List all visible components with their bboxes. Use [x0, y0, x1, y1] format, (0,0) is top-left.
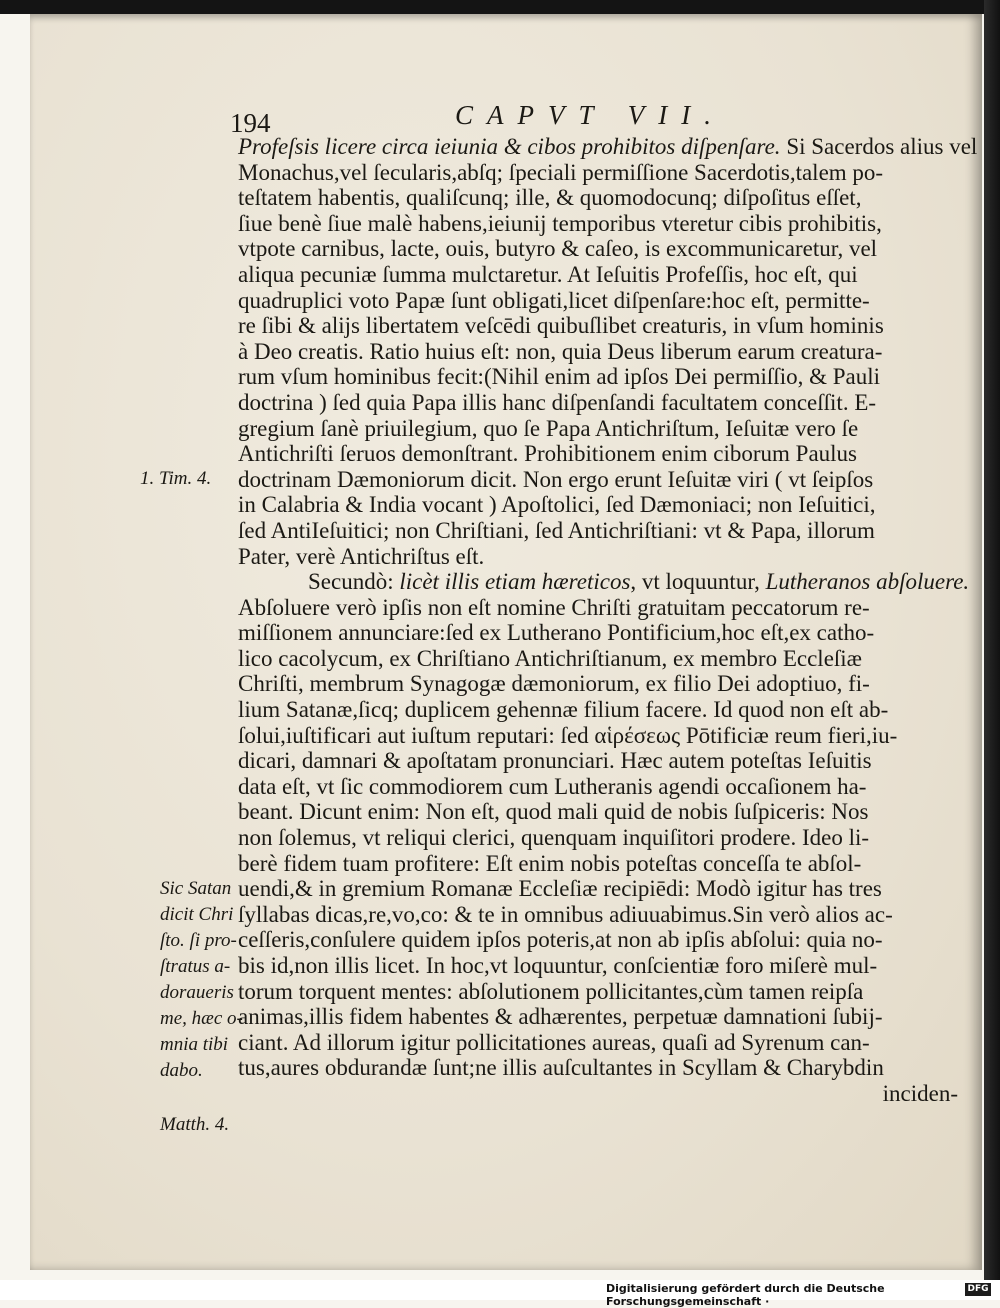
text-run: ciant. Ad illorum igitur pollicitationes aureas, quaſi ad Syrenum can-: [238, 1029, 870, 1055]
text-line: [238, 441, 958, 467]
text-run: ſyllabas dicas,re,vo,co: & te in omnibus adiuuabimus.Sin verò alios ac-: [238, 901, 893, 927]
text-line: [238, 288, 958, 314]
margin-note: me, hæc o-: [160, 1008, 243, 1029]
margin-note: ſtratus a-: [160, 956, 231, 977]
margin-note: doraueris: [160, 982, 234, 1003]
page-number: 194: [230, 108, 271, 138]
text-line: [238, 236, 958, 262]
text-run: Chriſti, membrum Synagogæ dæmoniorum, ex filio Dei adoptiuo, fi-: [238, 671, 870, 697]
text-run: gregium ſanè priuilegium, quo ſe Papa Antichriſtum, Ieſuitæ vero ſe: [238, 415, 859, 441]
text-line: [238, 544, 958, 570]
text-line: [238, 518, 958, 544]
text-run: data eſt, vt ſic commodiorem cum Lutheranis agendi occaſionem ha-: [238, 773, 867, 799]
text-line: [238, 774, 958, 800]
text-line: [238, 748, 958, 774]
running-head: CAPVT VII.: [455, 100, 725, 130]
margin-note: mnia tibi: [160, 1034, 229, 1055]
text-run: doctrinam Dæmoniorum dicit. Non ergo erunt Ieſuitæ viri ( vt ſeipſos: [238, 466, 874, 492]
text-line: [238, 211, 958, 237]
text-line: [238, 185, 958, 211]
text-line: [238, 1004, 958, 1030]
text-run: inciden-: [882, 1080, 958, 1106]
text-run: doctrina ) ſed quia Papa illis hanc diſpenſandi facultatem conceſſit. E-: [238, 389, 877, 415]
text-line: [238, 799, 958, 825]
text-run: aliqua pecuniæ ſumma mulctaretur. At Ieſuitis Profeſſis, hoc eſt, qui: [238, 261, 858, 287]
text-line: [238, 851, 958, 877]
text-run: vtpote carnibus, lacte, ouis, butyro & caſeo, is excommunicaretur, vel: [238, 236, 878, 262]
text-line: [238, 825, 958, 851]
text-line: [238, 723, 958, 749]
text-line: [238, 313, 958, 339]
text-run: torum torquent mentes: abſolutionem pollicitantes,cùm tamen reipſa: [238, 978, 864, 1004]
text-run: berè fidem tuam profitere: Eſt enim nobis poteſtas conceſſa te abſol-: [238, 850, 862, 876]
margin-note: 1. Tim. 4.: [140, 468, 212, 489]
text-line: [238, 595, 958, 621]
text-run: ſolui,iuſtificari aut iuſtum reputari: ſed αἱρέσεως Pōtificiæ reum fieri,iu-: [238, 722, 898, 748]
text-line: [238, 339, 958, 365]
text-line: [238, 569, 970, 595]
italic-run: Lutheranos abſoluere.: [765, 569, 970, 595]
text-run: lium Satanæ,ſicq; duplicem gehennæ filium facere. Id quod non eſt ab-: [238, 697, 889, 723]
text-run: ſiue benè ſiue malè habens,ieiunij temporibus vteretur cibis prohibitis,: [238, 210, 882, 236]
italic-run: licèt illis etiam hæreticos: [399, 569, 631, 595]
text-line: [238, 646, 958, 672]
text-line: [238, 1081, 958, 1107]
text-run: bis id,non illis licet. In hoc,vt loquuntur, conſcientiæ foro miſerè mul-: [238, 953, 878, 978]
text-run: teſtatem habentis, qualiſcunq; ille, & quomodocunq; diſpoſitus eſſet,: [238, 185, 862, 211]
text-run: non ſolemus, vt reliqui clerici, quenquam inquiſitori prodere. Ideo li-: [238, 825, 870, 851]
text-run: dicari, damnari & apoſtatam pronunciari. Hæc autem poteſtas Ieſuitis: [238, 748, 872, 774]
text-run: ceſſeris,conſulere quidem ipſos poteris,at non ab ipſis abſolui: quia no-: [238, 927, 883, 953]
text-run: quadruplici voto Papæ ſunt obligati,licet diſpenſare:hoc eſt, permitte-: [238, 287, 870, 313]
scan-border-right: [984, 0, 1000, 1300]
digitization-credit: Digitalisierung gefördert durch die Deutsche Forschungsgemeinschaft ·: [606, 1282, 885, 1308]
text-run: lico cacolycum, ex Chriſtiano Antichriſtianum, ex membro Eccleſiæ: [238, 645, 863, 671]
text-line: [238, 390, 958, 416]
text-line: [238, 953, 958, 979]
text-run: rum vſum hominibus fecit:(Nihil enim ad ipſos Dei permiſſio, & Pauli: [238, 364, 881, 390]
text-line: [238, 262, 958, 288]
text-run: à Deo creatis. Ratio huius eſt: non, quia Deus liberum earum creatura-: [238, 338, 883, 364]
margin-note: ſto. ſi pro-: [160, 930, 237, 951]
text-line: [238, 134, 978, 160]
margin-note: dabo.: [160, 1060, 203, 1081]
dfg-logo: DFG: [965, 1283, 991, 1296]
text-run: animas,illis fidem habentes & adhærentes, perpetuæ damnationi ſubij-: [238, 1004, 883, 1030]
text-line: [238, 927, 958, 953]
text-line: [238, 467, 958, 493]
text-run: in Calabria & India vocant ) Apoſtolici, ſed Dæmoniaci; non Ieſuitici,: [238, 492, 876, 518]
text-run: Monachus,vel ſecularis,abſq; ſpeciali permiſſione Sacerdotis,talem po-: [238, 159, 884, 185]
text-run: miſſionem annunciare:ſed ex Lutherano Pontificium,hoc eſt,ex catho-: [238, 620, 875, 646]
text-run: Pater, verè Antichriſtus eſt.: [238, 543, 485, 569]
text-run: Si Sacerdos alius vel: [780, 134, 978, 159]
text-run: beant. Dicunt enim: Non eſt, quod mali quid de nobis ſuſpiceris: Nos: [238, 799, 869, 825]
text-line: [238, 492, 958, 518]
text-run: re ſibi & alijs libertatem veſcēdi quibuſlibet creaturis, in vſum hominis: [238, 313, 884, 339]
text-line: [238, 979, 958, 1005]
margin-note: Sic Satan: [160, 878, 232, 899]
scan-border-top: [0, 0, 1000, 14]
margin-note: dicit Chri: [160, 904, 234, 925]
text-line: [238, 1055, 958, 1081]
body-text: [238, 134, 978, 1107]
text-run: uendi,& in gremium Romanæ Eccleſiæ recipiēdi: Modò igitur has tres: [238, 876, 882, 902]
text-line: [238, 876, 958, 902]
text-line: [238, 160, 958, 186]
text-line: [238, 1030, 958, 1056]
text-run: tus,aures obdurandæ ſunt;ne illis auſcultantes in Scyllam & Charybdin: [238, 1055, 884, 1081]
text-run: Antichriſti ſeruos demonſtrant. Prohibitionem enim ciborum Paulus: [238, 441, 858, 467]
text-line: [238, 620, 958, 646]
text-line: [238, 902, 958, 928]
text-line: [238, 416, 958, 442]
text-run: Secundò:: [308, 569, 400, 595]
text-line: [238, 697, 958, 723]
text-run: ſed AntiIeſuitici; non Chriſtiani, ſed Antichriſtiani: vt & Papa, illorum: [238, 517, 875, 543]
margin-note: Matth. 4.: [160, 1114, 230, 1135]
italic-run: Profeſsis licere circa ieiunia & cibos prohibitos diſpenſare.: [238, 134, 781, 159]
text-run: Abſoluere verò ipſis non eſt nomine Chriſti gratuitam peccatorum re-: [238, 594, 870, 620]
text-line: [238, 364, 958, 390]
text-line: [238, 671, 958, 697]
text-run: , vt loquuntur,: [630, 569, 766, 595]
